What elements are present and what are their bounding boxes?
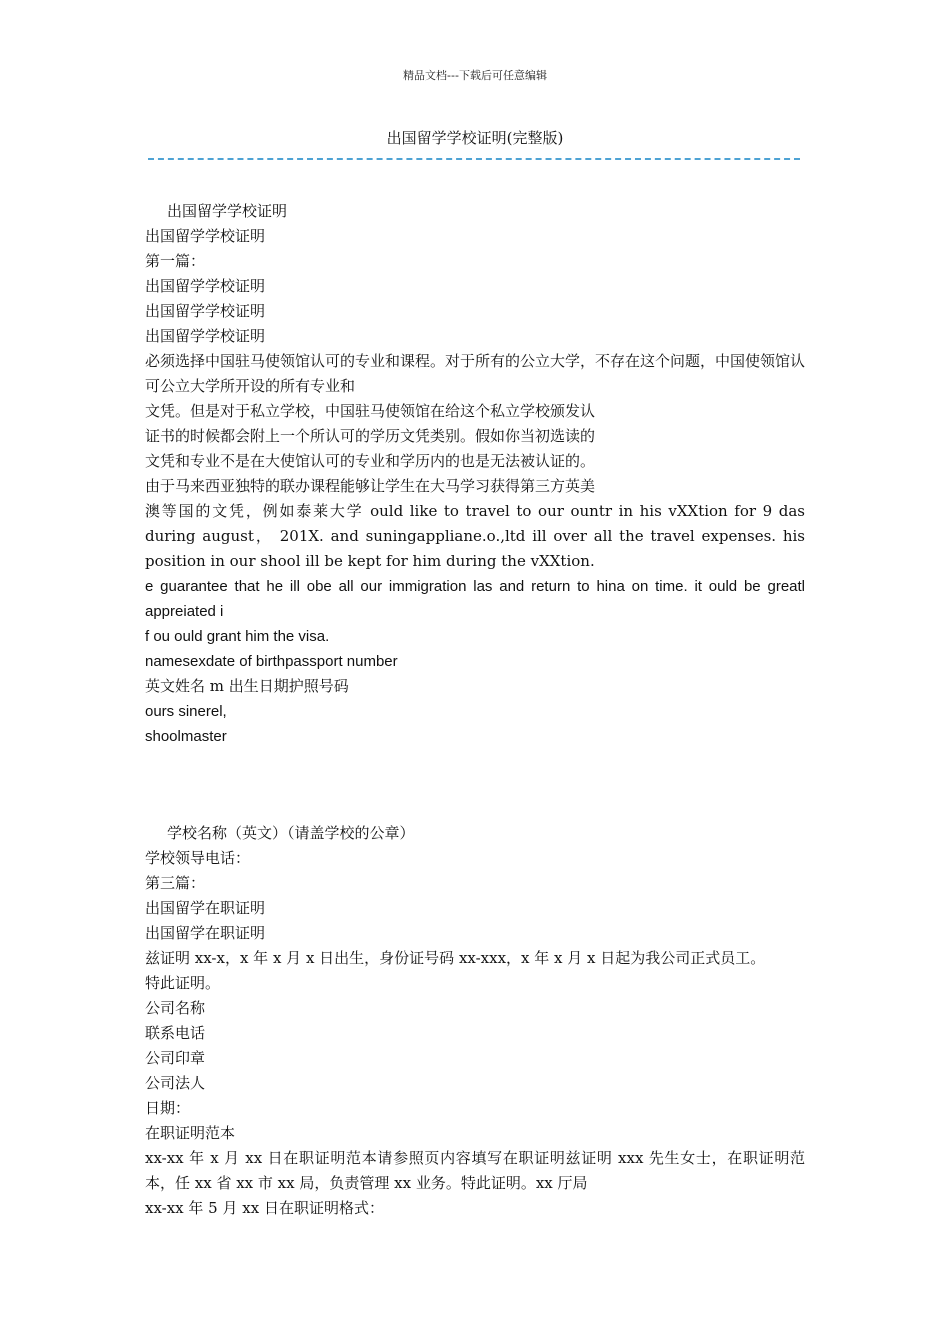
paragraph-line: 文凭和专业不是在大使馆认可的专业和学历内的也是无法被认证的。 xyxy=(145,452,596,470)
paragraph-line: 出国留学学校证明 xyxy=(145,302,266,320)
paragraph-line: 联系电话 xyxy=(145,1024,206,1042)
page-header-note: 精品文档---下载后可任意编辑 xyxy=(403,69,547,82)
section-2-body xyxy=(145,821,805,1221)
paragraph-line: 澳等国的文凭，例如泰莱大学 ould like to travel to our ountr in his vXXtion for 9 das during august， 201X. and suningappliane.o.,ltd ill over all the travel expenses. his position in our shool ill be kept for him during the vXXtion. xyxy=(145,502,805,570)
paragraph-line: f ou ould grant him the visa. xyxy=(145,628,330,645)
paragraph-line: 出国留学在职证明 xyxy=(145,899,266,917)
paragraph-line: xx-xx 年 5 月 xx 日在职证明格式： xyxy=(145,1199,384,1217)
document-title: 出国留学学校证明(完整版) xyxy=(386,129,564,147)
paragraph-line: 文凭。但是对于私立学校，中国驻马使领馆在给这个私立学校颁发认 xyxy=(145,402,596,420)
section-1-body xyxy=(145,199,805,749)
paragraph-line: 在职证明范本 xyxy=(145,1124,236,1142)
paragraph-line: 证书的时候都会附上一个所认可的学历文凭类别。假如你当初选读的 xyxy=(145,427,596,445)
paragraph-line: 特此证明。 xyxy=(145,974,221,992)
paragraph-line: shoolmaster xyxy=(145,728,227,745)
paragraph-line: xx-xx 年 x 月 xx 日在职证明范本请参照页内容填写在职证明兹证明 xxx 先生女士，在职证明范本，任 xx 省 xx 市 xx 局，负责管理 xx 业务。特此证明。xx 厅局 xyxy=(145,1149,805,1192)
paragraph-line: 出国留学学校证明 xyxy=(145,327,266,345)
paragraph-line: 公司法人 xyxy=(145,1074,206,1092)
paragraph-line: 学校名称（英文）（请盖学校的公章） xyxy=(167,824,415,842)
paragraph-line: 第一篇： xyxy=(145,252,206,270)
paragraph-line: 学校领导电话： xyxy=(145,849,251,867)
paragraph-line: 公司印章 xyxy=(145,1049,206,1067)
paragraph-line: ours sinerel, xyxy=(145,703,227,720)
paragraph-line: 出国留学学校证明 xyxy=(145,227,266,245)
paragraph-line: 英文姓名 m 出生日期护照号码 xyxy=(145,677,349,695)
paragraph-line: 日期： xyxy=(145,1099,191,1117)
paragraph-line: 兹证明 xx-x，x 年 x 月 x 日出生，身份证号码 xx-xxx，x 年 x 月 x 日起为我公司正式员工。 xyxy=(145,949,766,967)
paragraph-line: 第三篇： xyxy=(145,874,206,892)
paragraph-line: 必须选择中国驻马使领馆认可的专业和课程。对于所有的公立大学，不存在这个问题，中国使领馆认可公立大学所开设的所有专业和 xyxy=(145,352,806,395)
paragraph-line: 出国留学在职证明 xyxy=(145,924,266,942)
paragraph-line: namesexdate of birthpassport number xyxy=(145,653,398,670)
paragraph-line: 公司名称 xyxy=(145,999,206,1017)
paragraph-line: e guarantee that he ill obe all our immigration las and return to hina on time. it ould be greatl appreiated i xyxy=(145,578,805,620)
paragraph-line: 出国留学学校证明 xyxy=(167,202,288,220)
paragraph-line: 出国留学学校证明 xyxy=(145,277,266,295)
title-divider xyxy=(148,158,800,160)
paragraph-line: 由于马来西亚独特的联办课程能够让学生在大马学习获得第三方英美 xyxy=(145,477,596,495)
